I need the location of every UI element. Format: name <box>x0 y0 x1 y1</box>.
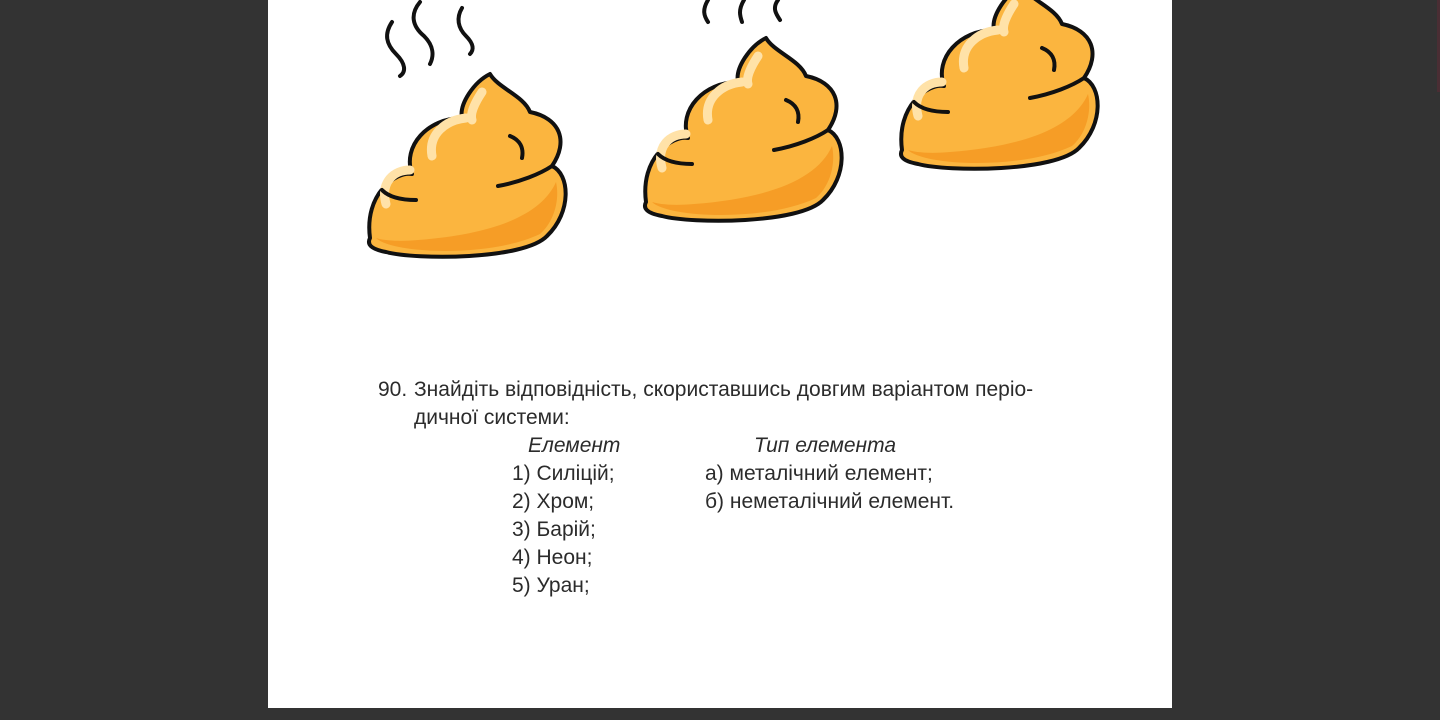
matching-table <box>378 460 1098 600</box>
illustration-strip <box>268 0 1172 300</box>
poop-icon <box>369 74 566 257</box>
matching-row <box>378 516 1098 544</box>
question-text-line-1: Знайдіть відповідність, скориставшись довгим варіантом періо- <box>414 378 1034 401</box>
element-option: 1) Силіцій; <box>512 462 615 485</box>
type-option: б) неметалічний елемент. <box>705 490 955 513</box>
matching-row <box>378 572 1098 600</box>
matching-row <box>378 544 1098 572</box>
document-page <box>268 0 1172 708</box>
element-option: 3) Барій; <box>512 518 596 541</box>
poop-icon <box>901 0 1098 169</box>
column-header-type: Тип елемента <box>754 434 897 457</box>
matching-row <box>378 460 1098 488</box>
matching-row <box>378 488 1098 516</box>
column-header-element: Елемент <box>528 434 621 457</box>
element-option: 2) Хром; <box>512 490 595 513</box>
element-option: 5) Уран; <box>512 574 590 597</box>
exercise-90 <box>378 376 1098 600</box>
steam-icon <box>387 0 780 76</box>
matching-header <box>378 432 1098 460</box>
question-text-line-2: дичної системи: <box>414 406 570 429</box>
element-option: 4) Неон; <box>512 546 593 569</box>
question-number: 90. <box>378 378 408 401</box>
type-option: а) металічний елемент; <box>705 462 933 485</box>
poop-icon <box>645 38 842 221</box>
